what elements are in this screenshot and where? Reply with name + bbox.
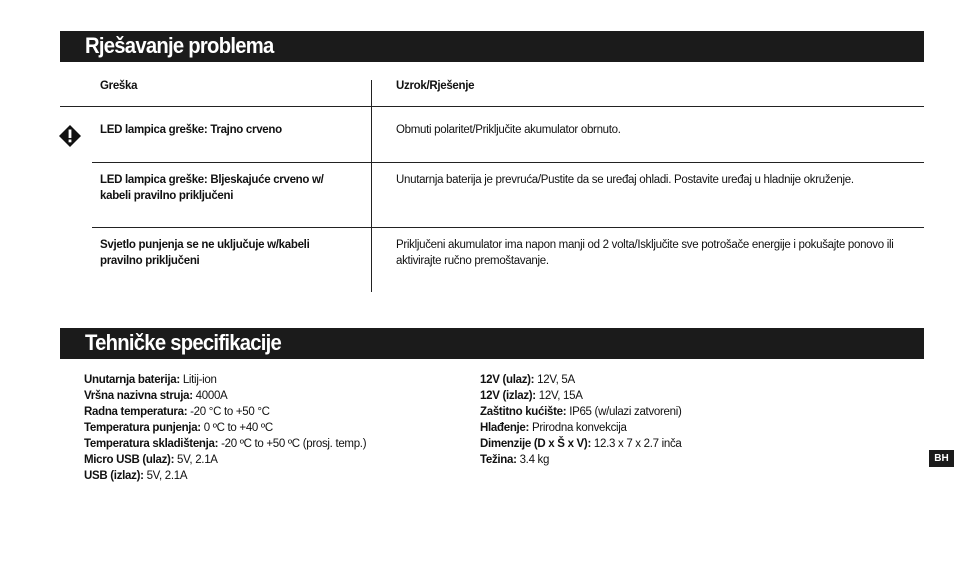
table-row-2-error: LED lampica greške: Bljeskajuće crveno w/ kabeli pravilno priključeni — [100, 174, 324, 202]
spec-row: 12V (izlaz): 12V, 15A — [480, 390, 583, 402]
column-header-error: Greška — [100, 80, 138, 92]
specs-right-column — [480, 372, 682, 468]
spec-row: USB (izlaz): 5V, 2.1A — [84, 470, 188, 482]
spec-row: Hlađenje: Prirodna konvekcija — [480, 422, 627, 434]
table-row-3-cause: Priključeni akumulator ima napon manji od 2 volta/Isključite sve potrošače energije i pokušajte ponovo ili aktivirajte ručno premoštavanje. — [396, 239, 894, 267]
spec-row: Zaštitno kućište: IP65 (w/ulazi zatvoreni) — [480, 406, 682, 418]
table-row-2-cause: Unutarnja baterija je prevruća/Pustite da se uređaj ohladi. Postavite uređaj u hladnije okruženje. — [396, 174, 854, 186]
table-row-divider — [92, 227, 924, 228]
language-badge: BH — [929, 450, 954, 467]
troubleshooting-title: Rješavanje problema — [85, 33, 274, 58]
table-row-divider — [92, 162, 924, 163]
column-header-cause: Uzrok/Rješenje — [396, 80, 475, 92]
table-row-1-cause: Obmuti polaritet/Priključite akumulator obrnuto. — [396, 124, 621, 136]
specifications-title-bar — [60, 328, 924, 359]
warning-icon — [59, 125, 81, 147]
spec-row: 12V (ulaz): 12V, 5A — [480, 374, 575, 386]
spec-row: Vršna nazivna struja: 4000A — [84, 390, 228, 402]
specs-left-column — [84, 372, 366, 484]
spec-row: Dimenzije (D x Š x V): 12.3 x 7 x 2.7 inča — [480, 438, 682, 450]
spec-row: Radna temperatura: -20 °C to +50 °C — [84, 406, 270, 418]
spec-row: Težina: 3.4 kg — [480, 454, 550, 466]
specifications-title: Tehničke specifikacije — [85, 330, 282, 355]
spec-row: Temperatura punjenja: 0 ºC to +40 ºC — [84, 422, 273, 434]
troubleshooting-title-bar — [60, 31, 924, 62]
table-row-3-error: Svjetlo punjenja se ne uključuje w/kabeli pravilno priključeni — [100, 239, 310, 267]
spec-row: Temperatura skladištenja: -20 ºC to +50 ºC (prosj. temp.) — [84, 438, 367, 450]
spec-row: Micro USB (ulaz): 5V, 2.1A — [84, 454, 218, 466]
spec-row: Unutarnja baterija: Litij-ion — [84, 374, 217, 386]
table-header-divider — [60, 106, 924, 107]
table-column-divider — [371, 80, 372, 292]
table-row-1-error: LED lampica greške: Trajno crveno — [100, 124, 282, 136]
